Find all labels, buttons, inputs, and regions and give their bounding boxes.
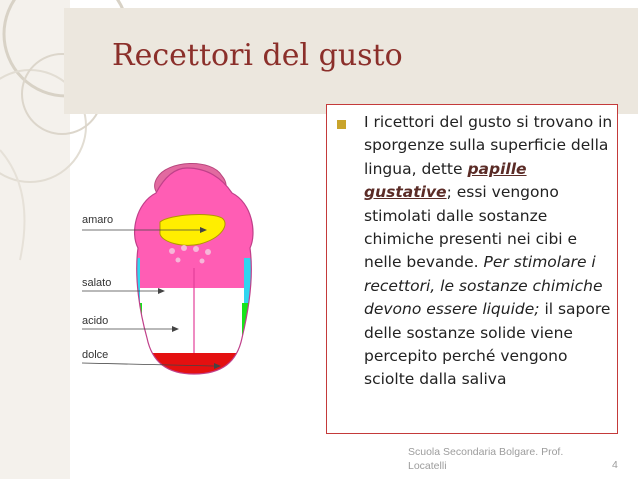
text-box bbox=[326, 104, 618, 434]
bullet-text bbox=[364, 111, 618, 392]
label-acido: acido bbox=[82, 315, 109, 327]
papille-gustative: papille gustative bbox=[364, 159, 527, 202]
text-part-1: I ricettori del gusto si trovano in sporgenze sulla superficie della lingua, dette bbox=[364, 113, 613, 178]
page-number: 4 bbox=[612, 459, 618, 471]
tongue-taste-map bbox=[72, 148, 312, 388]
slide-title: Recettori del gusto bbox=[112, 38, 403, 73]
label-salato: salato bbox=[82, 277, 112, 289]
footer-text: Scuola Secondaria Bolgare. Prof. Locatelli bbox=[408, 446, 564, 472]
label-amaro: amaro bbox=[82, 214, 114, 226]
text-part-3: il sapore delle sostanze solide viene percepito perché vengono sciolte dalla saliva bbox=[364, 300, 611, 389]
text-part-2: ; essi vengono stimolati dalle sostanze chimiche presenti nei cibi e nelle bevande. bbox=[364, 183, 578, 272]
bullet-icon bbox=[337, 120, 346, 129]
label-dolce: dolce bbox=[82, 349, 109, 361]
text-italic: Per stimolare i recettori, le sostanze chimiche devono essere liquide; bbox=[364, 253, 603, 319]
